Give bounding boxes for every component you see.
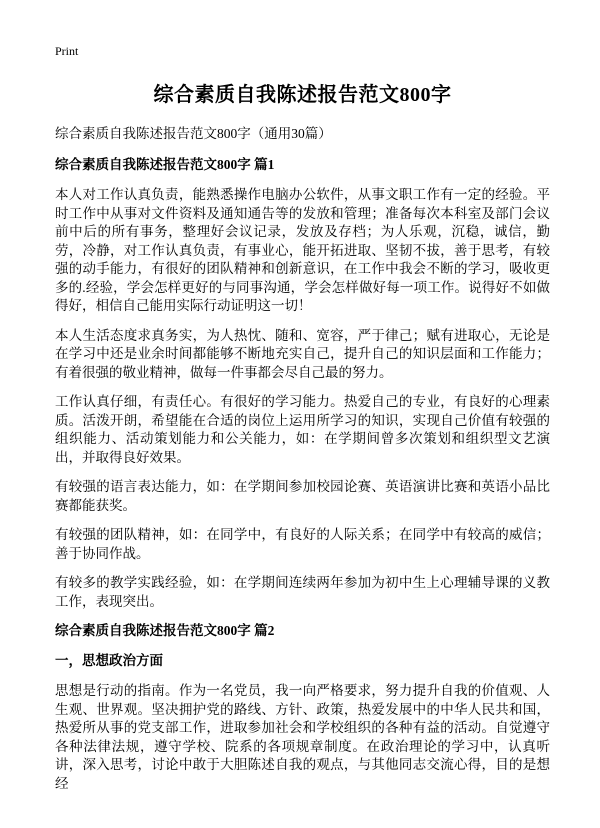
print-button[interactable]: Print [55, 44, 79, 58]
section-2-subheading: 一，思想政治方面 [55, 653, 163, 668]
document-subtitle: 综合素质自我陈述报告范文800字（通用30篇） [55, 126, 332, 141]
section-2-heading: 综合素质自我陈述报告范文800字 篇2 [55, 623, 275, 638]
document-title: 综合素质自我陈述报告范文800字 [153, 84, 452, 106]
section-2-paragraph-1: 思想是行动的指南。作为一名党员，我一向严格要求，努力提升自我的价值观、人生观、世界观。坚决拥护党的路线、方针、政策，热爱发展中的中华人民共和国，热爱所从事的党支部工作，进取参加社会和学校组织的各种有益的活动。自觉遵守各种法律法规，遵守学校、院系的各项规章制度。在政治理论的学习中，认真听讲，深入思考，讨论中敢于大胆陈述自我的观点，与其他同志交流心得，目的是想经 [55, 683, 550, 791]
section-1-paragraph-4: 有较强的语言表达能力，如：在学期间参加校园论赛、英语演讲比赛和英语小品比赛都能获奖。 [55, 479, 550, 513]
section-1-paragraph-3: 工作认真仔细，有责任心。有很好的学习能力。热爱自己的专业，有良好的心理素质。活泼开朗，希望能在合适的岗位上运用所学习的知识，实现自己价值有较强的组织能力、活动策划能力和公关能力，如：在学期间曾多次策划和组织型文艺演出，并取得良好效果。 [55, 394, 550, 465]
section-1-heading: 综合素质自我陈述报告范文800字 篇1 [55, 157, 275, 172]
section-1-paragraph-1: 本人对工作认真负责，能熟悉操作电脑办公软件，从事文职工作有一定的经验。平时工作中从事对文件资料及通知通告等的发放和管理；准备每次本科室及部门会议前中后的所有事务，整理好会议记录，发放及存档；为人乐观，沉稳，诚信，勤劳，冷静，对工作认真负责，有事业心，能开拓进取、坚韧不拔，善于思考，有较强的动手能力，有很好的团队精神和创新意识，在工作中我会不断的学习，吸收更多的.经验，学会怎样更好的与同事沟通，学会怎样做好每一项工作。说得好不如做得好，相信自己能用实际行动证明这一切！ [55, 187, 550, 313]
section-1-paragraph-2: 本人生活态度求真务实，为人热忱、随和、宽容，严于律己；赋有进取心，无论是在学习中还是业余时间都能够不断地充实自己，提升自己的知识层面和工作能力；有着很强的敬业精神，做每一件事都会尽自己最的努力。 [55, 327, 550, 380]
section-1-paragraph-6: 有较多的教学实践经验，如：在学期间连续两年参加为初中生上心理辅导课的义教工作，表现突出。 [55, 575, 550, 609]
section-1-paragraph-5: 有较强的团队精神，如：在同学中，有良好的人际关系；在同学中有较高的威信；善于协同作战。 [55, 527, 550, 561]
